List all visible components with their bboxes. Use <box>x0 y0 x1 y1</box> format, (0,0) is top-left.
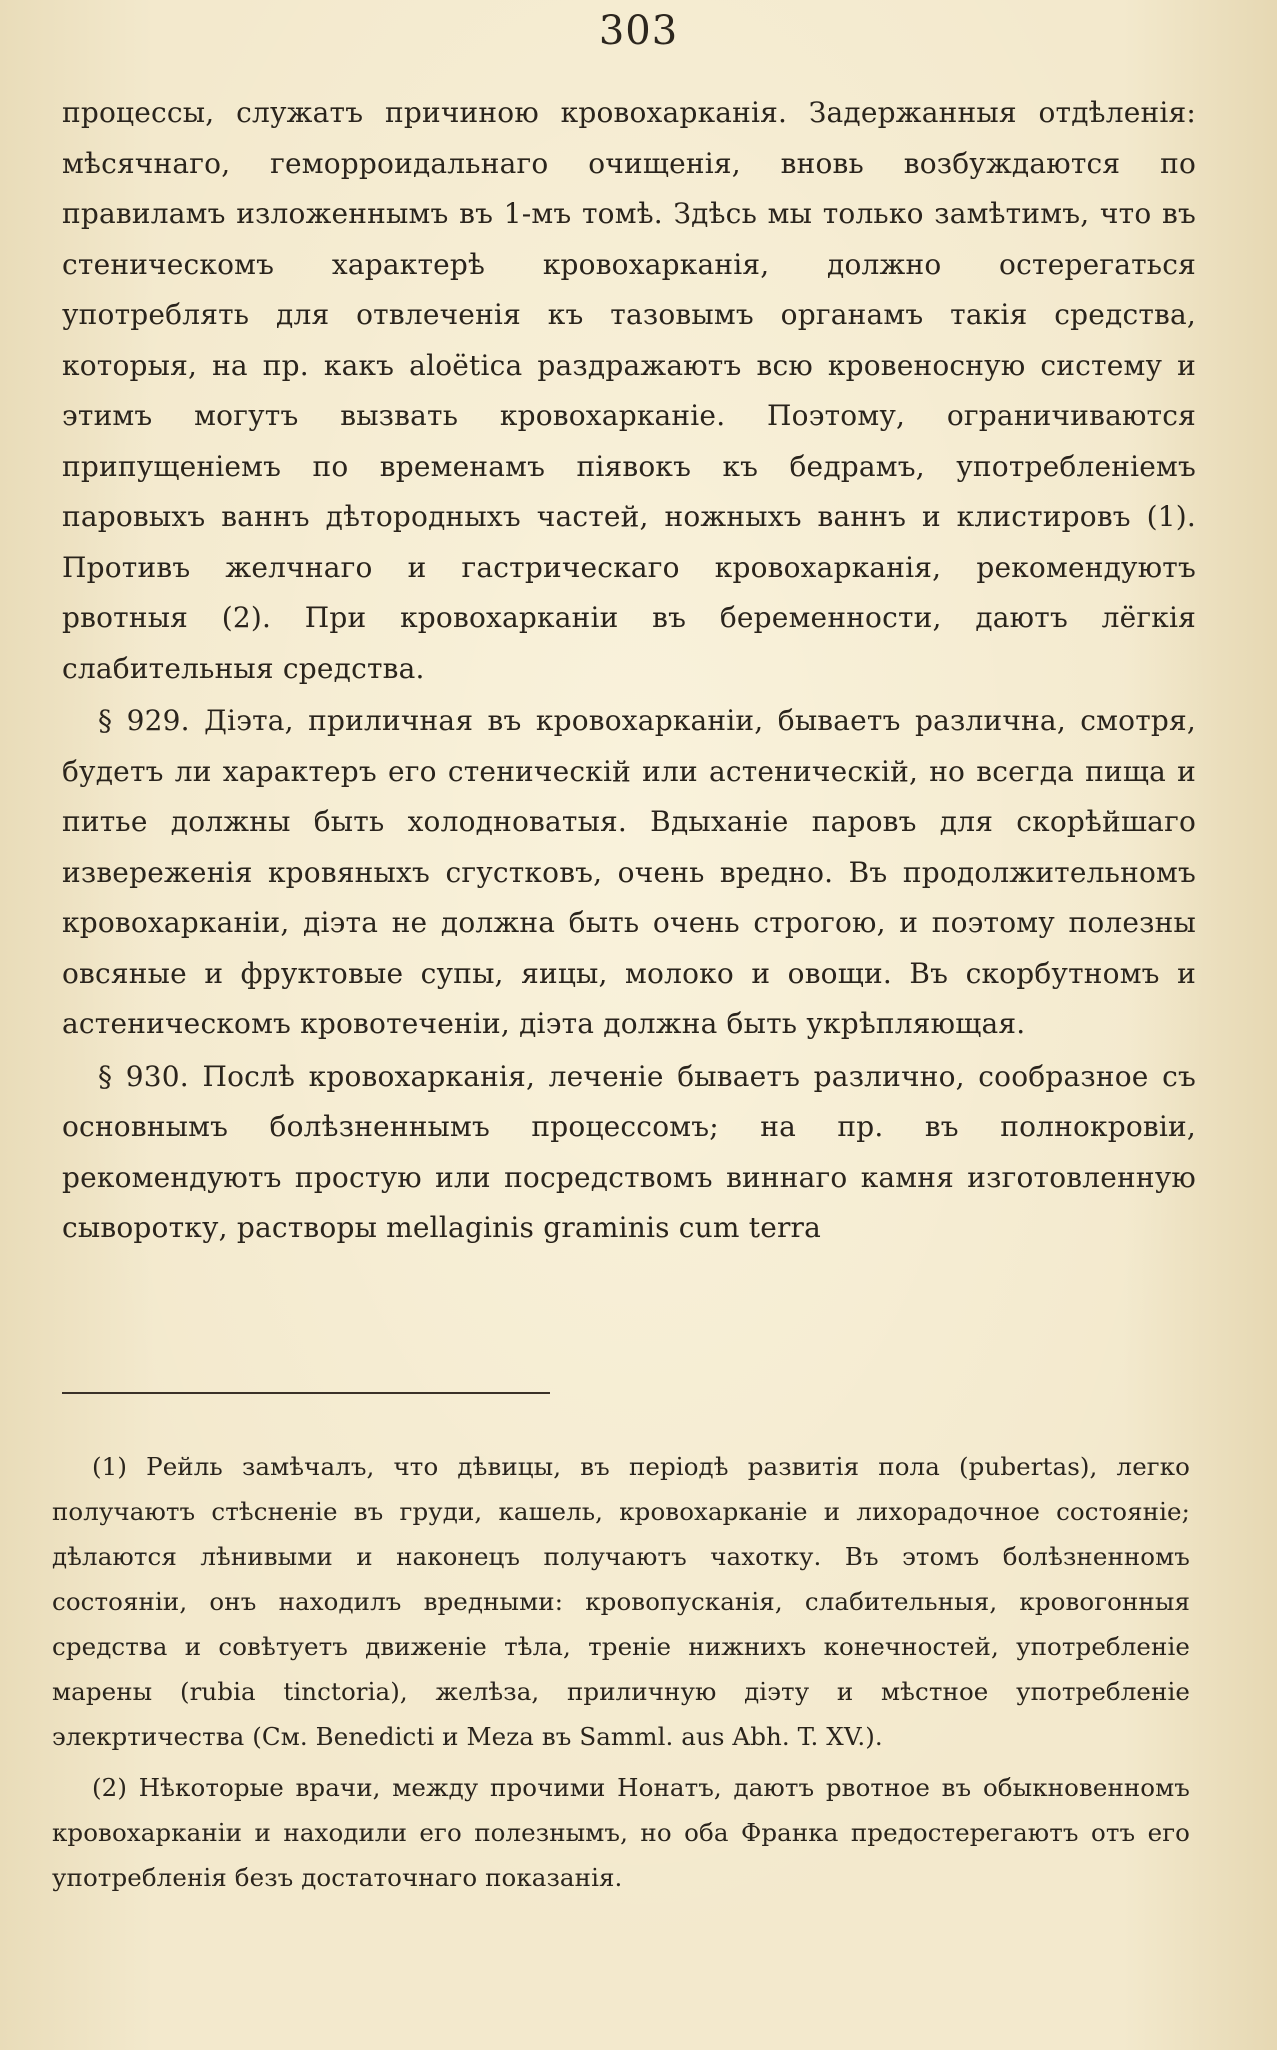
main-text <box>62 88 1196 1254</box>
footnote-1: (1) Рейль замѣчалъ, что дѣвицы, въ періодѣ развитія пола (pubertas), легко получаютъ стѣсненіе въ груди, кашель, кровохарканіе и лихорадочное состояніе; дѣлаются лѣнивыми и наконецъ получаютъ чахотку. Въ этомъ болѣзненномъ состояніи, онъ находилъ вредными: кровопусканія, слабительныя, кровогонныя средства и совѣтуетъ движеніе тѣла, треніе нижнихъ конечностей, употребленіе марены (rubia tinctoria), желѣза, приличную діэту и мѣстное употребленіе элекртичества (См. Benedicti и Meza въ Samml. aus Abh. T. XV.). <box>52 1452 1190 1751</box>
page-number: 303 <box>598 8 679 54</box>
footnote-2: (2) Нѣкоторые врачи, между прочими Нонатъ, даютъ рвотное въ обыкновенномъ кровохарканіи и находили его полезнымъ, но оба Франка предостерегаютъ отъ его употребленія безъ достаточнаго показанія. <box>52 1773 1190 1892</box>
footnotes <box>52 1444 1190 1900</box>
paragraph-continuation: процессы, служатъ причиною кровохарканія. Задержанныя отдѣленія: мѣсячнаго, геморроидальнаго очищенія, вновь возбуждаются по правиламъ изложеннымъ въ 1-мъ томѣ. Здѣсь мы только замѣтимъ, что въ стеническомъ характерѣ кровохарканія, должно остерегаться употреблять для отвлеченія къ тазовымъ органамъ такія средства, которыя, на пр. какъ aloëtica раздражаютъ всю кровеносную систему и этимъ могутъ вызвать кровохарканіе. Поэтому, ограничиваются припущеніемъ по временамъ піявокъ къ бедрамъ, употребленіемъ паровыхъ ваннъ дѣтородныхъ частей, ножныхъ ваннъ и клистировъ (1). Противъ желчнаго и гастрическаго кровохарканія, рекомендуютъ рвотныя (2). При кровохарканіи въ беременности, даютъ лёгкія слабительныя средства. <box>62 96 1196 685</box>
paragraph-929: § 929. Діэта, приличная въ кровохарканіи, бываетъ различна, смотря, будетъ ли характеръ его стеническій или астеническій, но всегда пища и питье должны быть холодноватыя. Вдыханіе паровъ для скорѣйшаго извереженія кровяныхъ сгустковъ, очень вредно. Въ продолжительномъ кровохарканіи, діэта не должна быть очень строгою, и поэтому полезны овсяные и фруктовые супы, яицы, молоко и овощи. Въ скорбутномъ и астеническомъ кровотеченіи, діэта должна быть укрѣпляющая. <box>62 704 1196 1040</box>
footnote-divider <box>62 1392 550 1394</box>
paragraph-930: § 930. Послѣ кровохарканія, леченіе бываетъ различно, сообразное съ основнымъ болѣзненнымъ процессомъ; на пр. въ полнокровіи, рекомендуютъ простую или посредствомъ виннаго камня изготовленную сыворотку, растворы mellaginis graminis cum terra <box>62 1059 1196 1244</box>
